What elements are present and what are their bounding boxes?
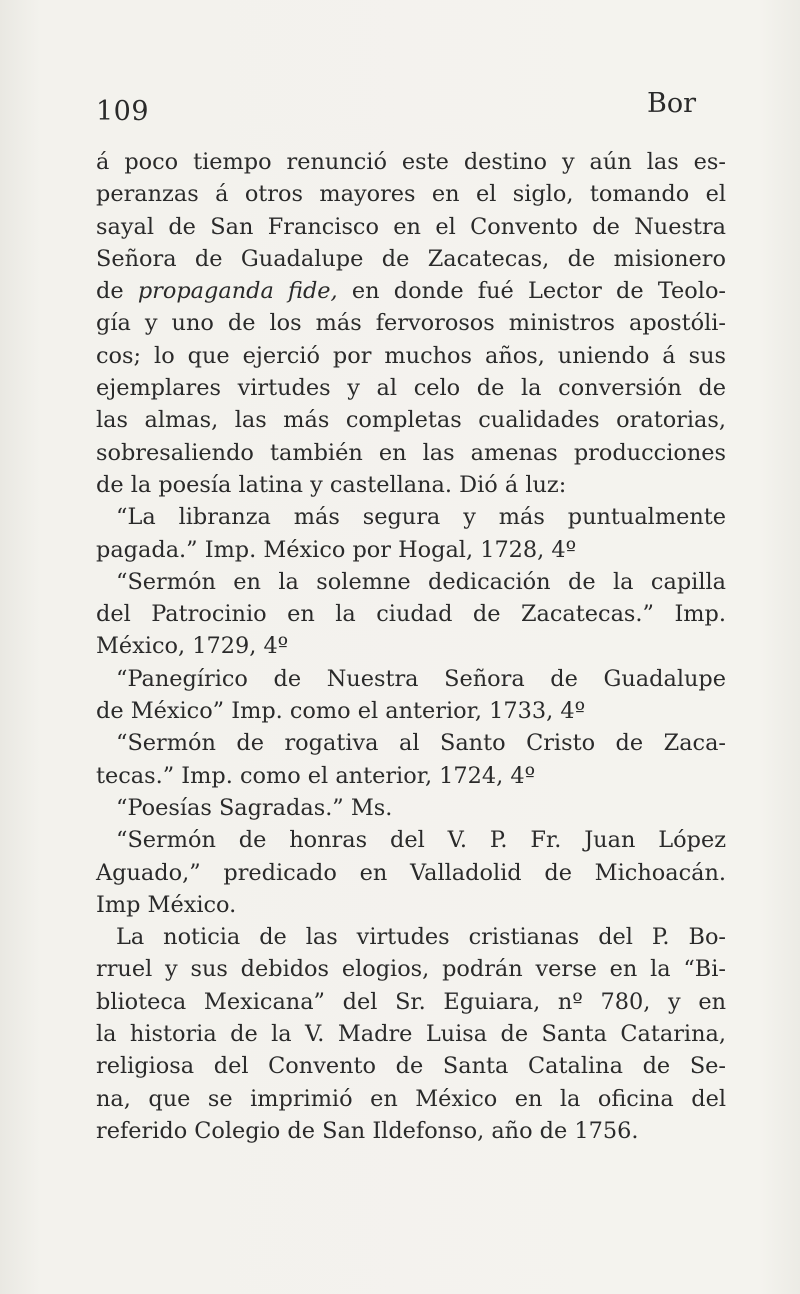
text-line: México, 1729, 4º [96, 633, 289, 660]
text-line: Señora de Guadalupe de Zacatecas, de misionero [96, 245, 726, 272]
text-line: pagada.” Imp. México por Hogal, 1728, 4º [96, 536, 577, 563]
text-line: na, que se imprimió en México en la oficina del [96, 1085, 726, 1112]
text-line: “Poesías Sagradas.” Ms. [116, 794, 393, 821]
text-line: La noticia de las virtudes cristianas del P. Bo- [116, 924, 726, 951]
text-line: “Panegírico de Nuestra Señora de Guadalupe [116, 665, 726, 692]
body-text [96, 146, 726, 1147]
text-line: á poco tiempo renunció este destino y aún las es- [96, 149, 726, 175]
italic-phrase: propaganda fide, [137, 278, 338, 305]
text-line: blioteca Mexicana” del Sr. Eguiara, nº 780, y en [96, 988, 726, 1015]
text-line: la historia de la V. Madre Luisa de Santa Catarina, [96, 1021, 726, 1048]
text-line: las almas, las más completas cualidades oratorias, [96, 407, 726, 434]
text-line: sobresaliendo también en las amenas producciones [96, 439, 726, 466]
page-header [96, 88, 730, 128]
text-line: del Patrocinio en la ciudad de Zacatecas.” Imp. [96, 601, 726, 628]
text-line: de México” Imp. como el anterior, 1733, 4º [96, 698, 586, 725]
page-number: 109 [96, 96, 150, 127]
text-line: tecas.” Imp. como el anterior, 1724, 4º [96, 762, 536, 789]
running-head: Bor [647, 88, 697, 119]
text-line: “Sermón de rogativa al Santo Cristo de Zaca- [116, 730, 726, 757]
text-segment: de [96, 278, 138, 305]
text-line: cos; lo que ejerció por muchos años, uniendo á sus [96, 342, 726, 369]
text-line: “La libranza más segura y más puntualmente [116, 504, 726, 531]
text-line: religiosa del Convento de Santa Catalina de Se- [96, 1053, 726, 1080]
text-line: “Sermón de honras del V. P. Fr. Juan López [116, 827, 726, 854]
text-line: ejemplares virtudes y al celo de la conversión de [96, 375, 726, 402]
text-line: “Sermón en la solemne dedicación de la capilla [116, 568, 726, 595]
text-line: peranzas á otros mayores en el siglo, tomando el [96, 181, 726, 208]
text-line: Imp México. [96, 891, 237, 918]
text-line: Aguado,” predicado en Valladolid de Michoacán. [96, 859, 726, 886]
text-line: rruel y sus debidos elogios, podrán verse en la “Bi- [96, 956, 726, 983]
text-line [96, 275, 726, 307]
text-segment: en donde fué Lector de Teolo- [337, 278, 726, 305]
text-line: gía y uno de los más fervorosos ministros apostóli- [96, 310, 726, 337]
text-line: sayal de San Francisco en el Convento de Nuestra [96, 213, 726, 240]
text-line: referido Colegio de San Ildefonso, año de 1756. [96, 1117, 639, 1144]
text-line: de la poesía latina y castellana. Dió á luz: [96, 471, 567, 498]
